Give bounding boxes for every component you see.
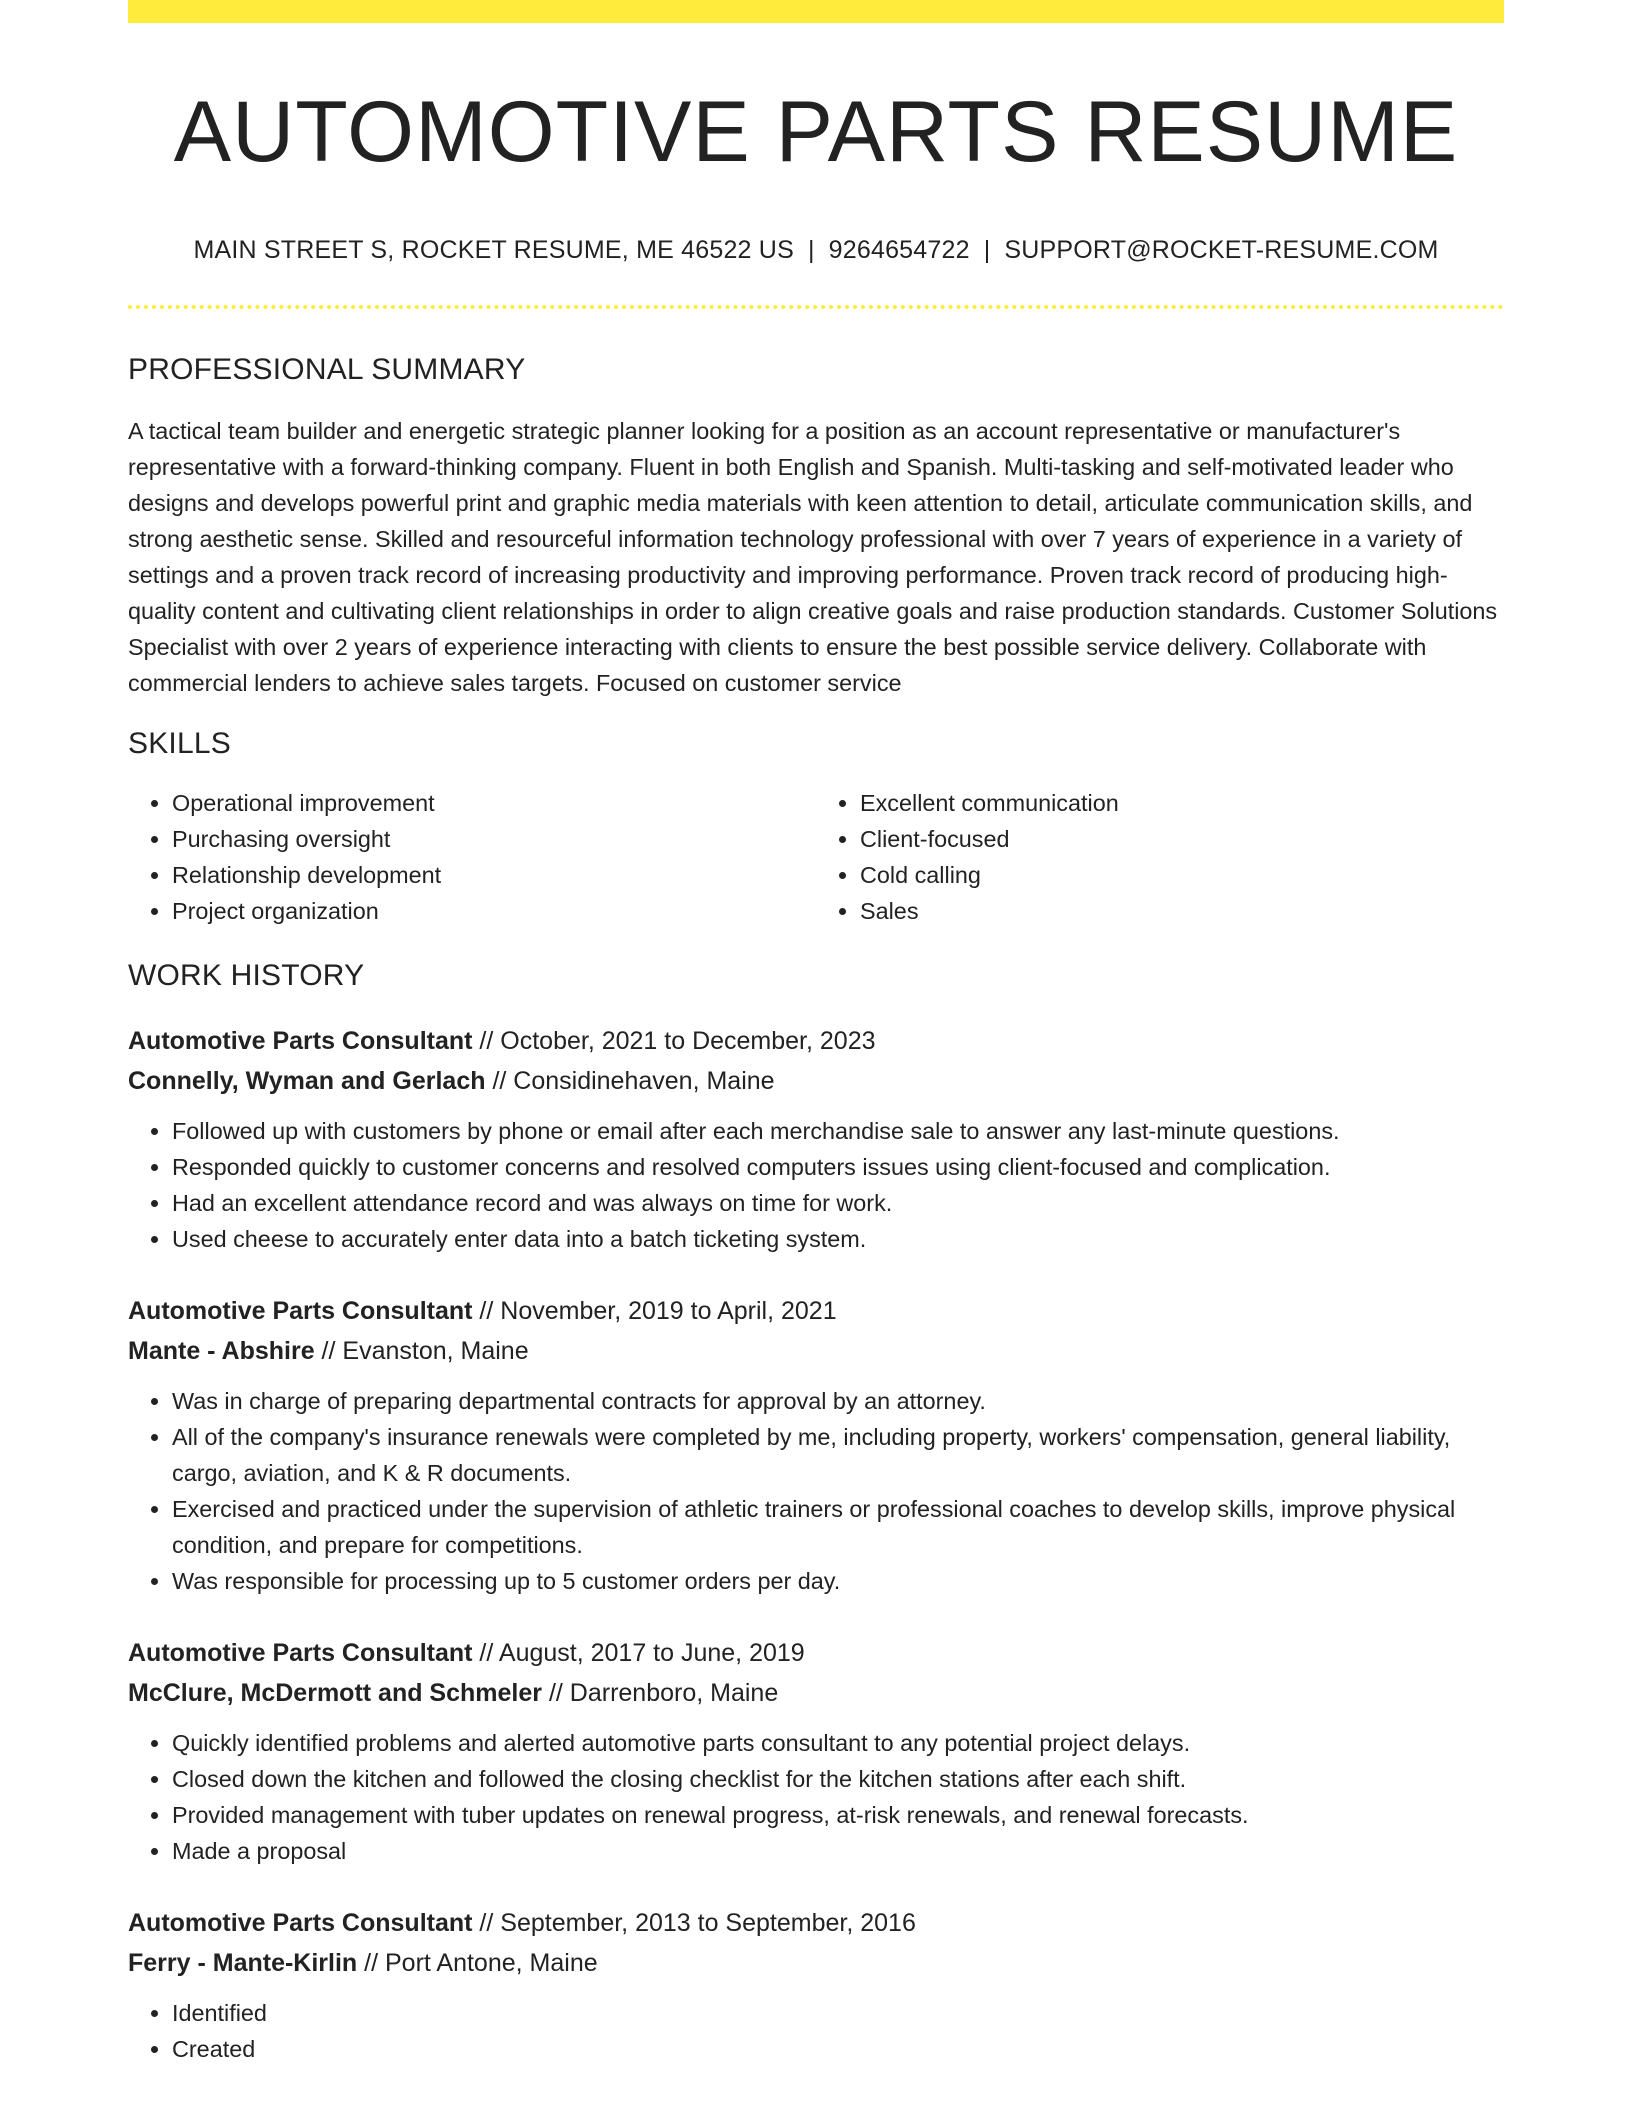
- job-location: // Darrenboro, Maine: [542, 1678, 779, 1707]
- job-location: // Port Antone, Maine: [357, 1948, 598, 1977]
- job-company-line: [128, 1061, 1504, 1101]
- skill-item: • Operational improvement: [172, 785, 816, 821]
- summary-text: A tactical team builder and energetic strategic planner looking for a position as an account representative or manufacturer's representative with a forward-thinking company. Fluent in both English and Spanish. Multi-tasking and self-motivated leader who designs and develops powerful print and graphic media materials with keen attention to detail, articulate communication skills, and strong aesthetic sense. Skilled and resourceful information technology professional with over 7 years of experience in a variety of settings and a proven track record of increasing productivity and improving performance. Proven track record of producing high-quality content and cultivating client relationships in order to align creative goals and raise production standards. Customer Solutions Specialist with over 2 years of experience interacting with clients to ensure the best possible service delivery. Collaborate with commercial lenders to achieve sales targets. Focused on customer service: [128, 417, 1498, 696]
- job-title: Automotive Parts Consultant: [128, 1026, 473, 1055]
- job-dates: // September, 2013 to September, 2016: [472, 1908, 916, 1937]
- job-company: Mante - Abshire: [128, 1336, 315, 1365]
- phone: 9264654722: [828, 235, 970, 264]
- skill-item: • Cold calling: [860, 857, 1504, 893]
- resume-page: [128, 0, 1504, 2067]
- job-entry: [128, 1633, 1504, 1869]
- email: SUPPORT@ROCKET-RESUME.COM: [1004, 235, 1439, 264]
- job-bullets: [128, 1995, 1504, 2067]
- job-bullet: • Identified: [172, 1995, 1504, 2031]
- skills-heading: SKILLS: [128, 726, 231, 760]
- top-accent-bar: [128, 0, 1504, 23]
- job-title: Automotive Parts Consultant: [128, 1296, 473, 1325]
- job-title-line: [128, 1021, 1504, 1061]
- address: MAIN STREET S, ROCKET RESUME, ME 46522 US: [193, 235, 794, 264]
- job-location: // Considinehaven, Maine: [485, 1066, 775, 1095]
- skill-item: • Sales: [860, 893, 1504, 929]
- job-dates: // October, 2021 to December, 2023: [472, 1026, 876, 1055]
- skill-item: • Excellent communication: [860, 785, 1504, 821]
- separator: |: [807, 235, 815, 264]
- job-bullet: • Responded quickly to customer concerns and resolved computers issues using client-focused and complication.: [172, 1149, 1504, 1185]
- job-title-line: [128, 1291, 1504, 1331]
- contact-line: [128, 236, 1504, 265]
- job-entry: [128, 1903, 1504, 2067]
- job-bullet: • Quickly identified problems and alerted automotive parts consultant to any potential project delays.: [172, 1725, 1504, 1761]
- job-bullet: • All of the company's insurance renewals were completed by me, including property, workers' compensation, general liability, cargo, aviation, and K & R documents.: [172, 1419, 1504, 1491]
- separator: |: [983, 235, 991, 264]
- resume-title: AUTOMOTIVE PARTS RESUME: [173, 84, 1459, 180]
- job-company: McClure, McDermott and Schmeler: [128, 1678, 542, 1707]
- skills-left-column: [128, 785, 816, 929]
- job-entry: [128, 1021, 1504, 1257]
- job-company: Connelly, Wyman and Gerlach: [128, 1066, 486, 1095]
- job-title: Automotive Parts Consultant: [128, 1638, 473, 1667]
- summary-heading: PROFESSIONAL SUMMARY: [128, 352, 526, 386]
- skill-item: • Project organization: [172, 893, 816, 929]
- skill-item: • Relationship development: [172, 857, 816, 893]
- job-bullet: • Was responsible for processing up to 5 customer orders per day.: [172, 1563, 1504, 1599]
- skills-right-column: [816, 785, 1504, 929]
- job-bullet: • Created: [172, 2031, 1504, 2067]
- job-bullet: • Exercised and practiced under the supervision of athletic trainers or professional coaches to develop skills, improve physical condition, and prepare for competitions.: [172, 1491, 1504, 1563]
- job-title-line: [128, 1903, 1504, 1943]
- dotted-divider: [128, 305, 1504, 309]
- job-bullet: • Used cheese to accurately enter data into a batch ticketing system.: [172, 1221, 1504, 1257]
- job-entry: [128, 1291, 1504, 1599]
- job-dates: // November, 2019 to April, 2021: [472, 1296, 837, 1325]
- job-bullets: [128, 1725, 1504, 1869]
- job-bullets: [128, 1383, 1504, 1599]
- job-company-line: [128, 1943, 1504, 1983]
- job-location: // Evanston, Maine: [314, 1336, 529, 1365]
- work-history-heading: WORK HISTORY: [128, 958, 365, 992]
- skill-item: • Client-focused: [860, 821, 1504, 857]
- job-bullet: • Was in charge of preparing departmental contracts for approval by an attorney.: [172, 1383, 1504, 1419]
- skill-item: • Purchasing oversight: [172, 821, 816, 857]
- job-title-line: [128, 1633, 1504, 1673]
- job-title: Automotive Parts Consultant: [128, 1908, 473, 1937]
- job-bullets: [128, 1113, 1504, 1257]
- job-bullet: • Made a proposal: [172, 1833, 1504, 1869]
- job-company-line: [128, 1331, 1504, 1371]
- job-bullet: • Provided management with tuber updates on renewal progress, at-risk renewals, and renewal forecasts.: [172, 1797, 1504, 1833]
- job-company-line: [128, 1673, 1504, 1713]
- job-company: Ferry - Mante-Kirlin: [128, 1948, 358, 1977]
- job-bullet: • Followed up with customers by phone or email after each merchandise sale to answer any last-minute questions.: [172, 1113, 1504, 1149]
- job-bullet: • Had an excellent attendance record and was always on time for work.: [172, 1185, 1504, 1221]
- job-bullet: • Closed down the kitchen and followed the closing checklist for the kitchen stations after each shift.: [172, 1761, 1504, 1797]
- skills-list: [128, 785, 1504, 929]
- job-dates: // August, 2017 to June, 2019: [472, 1638, 805, 1667]
